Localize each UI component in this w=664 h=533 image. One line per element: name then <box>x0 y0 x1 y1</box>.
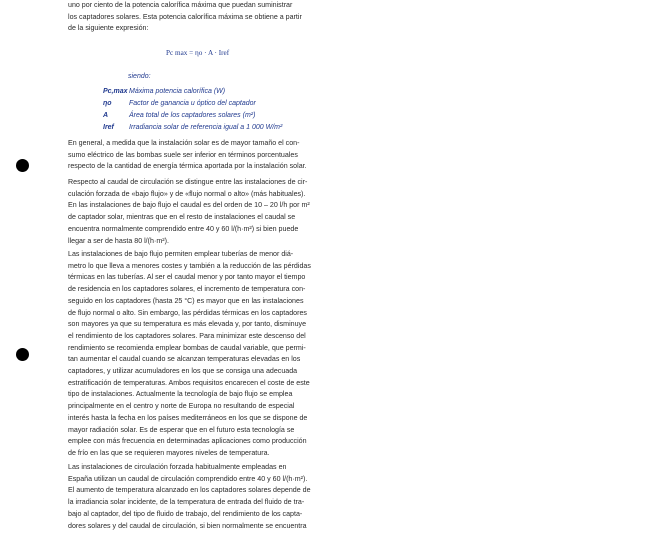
text-line: de la siguiente expresión: <box>68 24 149 33</box>
text-line: uno por ciento de la potencia calorífica máxima que puedan suministrar <box>68 1 293 9</box>
paragraph-intro <box>68 0 348 35</box>
text-line: En general, a medida que la instalación solar es de mayor tamaño el con- <box>68 139 300 147</box>
text-line: bajo al captador, del tipo de fluido de trabajo, del rendimiento de los capta- <box>68 509 303 518</box>
text-line: respecto de la cantidad de energía térmica aportada por la instalación solar. <box>68 162 307 171</box>
text-line: rendimiento se recomienda emplear bombas de caudal variable, que permi- <box>68 343 306 352</box>
variable-definition: Irradiancia solar de referencia igual a 1 000 W/m² <box>129 124 283 132</box>
text-line: metro lo que lleva a menores costes y también a la reducción de las pérdidas <box>68 261 311 270</box>
text-line: dores solares y del caudal de circulación, si bien normalmente se encuentra <box>68 521 307 530</box>
text-line: estratificación de temperaturas. Ambos requisitos encarecen el coste de este <box>68 378 310 387</box>
paragraph-caudal <box>68 177 348 247</box>
text-line: principalmente en el centro y norte de Europa no resultando de especial <box>68 402 295 411</box>
text-line: de residencia en los captadores solares, el incremento de temperatura con- <box>68 285 306 294</box>
formula: Pc max = ηo · A · Iref <box>166 49 230 57</box>
text-line: captadores, y utilizar acumuladores en los que se consiga una adecuada <box>68 367 298 376</box>
text-line: tipo de instalaciones. Actualmente la tecnología de bajo flujo se emplea <box>68 390 293 399</box>
text-line: El aumento de temperatura alcanzado en los captadores solares depende de <box>68 486 311 495</box>
variable-symbol: Pc,max <box>103 88 128 95</box>
binder-hole-middle <box>16 348 29 361</box>
paragraph-espana <box>68 462 348 532</box>
text-line: térmicas en las tuberías. Al ser el caudal menor y por tanto mayor el tiempo <box>68 273 306 282</box>
text-line: de flujo normal o alto. Sin embargo, las pérdidas térmicas en los captadores <box>68 308 307 317</box>
text-line: tan aumentar el caudal cuando se alcanzan temperaturas elevadas en los <box>68 355 301 364</box>
text-line: interés hasta la fecha en los países mediterráneos en los que se dispone de <box>68 413 308 422</box>
variable-definition: Área total de los captadores solares (m²) <box>129 112 256 120</box>
text-line: llegar a ser de hasta 80 l/(h·m²). <box>68 236 169 245</box>
text-line: Las instalaciones de bajo flujo permiten emplear tuberías de menor diá- <box>68 250 294 258</box>
text-line: la irradiancia solar incidente, de la temperatura de entrada del fluido de tra- <box>68 498 305 507</box>
text-line: En las instalaciones de bajo flujo el caudal es del orden de 10 – 20 l/h por m² <box>68 201 310 210</box>
text-line: el rendimiento de los captadores solares. Para minimizar este descenso del <box>68 331 306 340</box>
text-line: los captadores solares. Esta potencia calorífica máxima se obtiene a partir <box>68 12 302 21</box>
text-line: de captador solar, mientras que en el resto de instalaciones el caudal se <box>68 213 296 222</box>
text-line: emplee con más frecuencia en determinadas aplicaciones como producción <box>68 437 307 446</box>
text-line: encuentra normalmente comprendido entre 40 y 60 l/(h·m²) si bien puede <box>68 224 299 233</box>
paragraph-consumo <box>68 138 348 173</box>
text-line: seguido en los captadores (hasta 25 °C) es mayor que en las instalaciones <box>68 296 304 305</box>
text-line: Las instalaciones de circulación forzada habitualmente empleadas en <box>68 463 287 471</box>
text-line: de frío en las que se requieren mayores niveles de temperatura. <box>68 448 270 457</box>
siendo-label: siendo: <box>128 73 151 80</box>
variable-symbol: Iref <box>103 124 114 132</box>
text-line: sumo eléctrico de las bombas suele ser inferior en términos porcentuales <box>68 150 298 159</box>
text-line: son mayores ya que su temperatura es más elevada y, por tanto, disminuye <box>68 320 307 329</box>
variable-definition: Máxima potencia calorífica (W) <box>129 88 226 95</box>
binder-hole-top <box>16 159 29 172</box>
text-line: culación forzada de «bajo flujo» y de «flujo normal o alto» (más habituales). <box>68 189 306 198</box>
variable-symbol: A <box>103 112 109 120</box>
variable-symbol: ηo <box>103 100 112 108</box>
paragraph-bajo-flujo <box>68 249 348 460</box>
text-line: España utilizan un caudal de circulación comprendido entre 40 y 60 l/(h·m²). <box>68 474 308 483</box>
text-line: mayor radiación solar. Es de esperar que en el futuro esta tecnología se <box>68 425 295 434</box>
variable-definition: Factor de ganancia u óptico del captador <box>129 100 256 108</box>
text-line: Respecto al caudal de circulación se distingue entre las instalaciones de cir- <box>68 178 308 186</box>
